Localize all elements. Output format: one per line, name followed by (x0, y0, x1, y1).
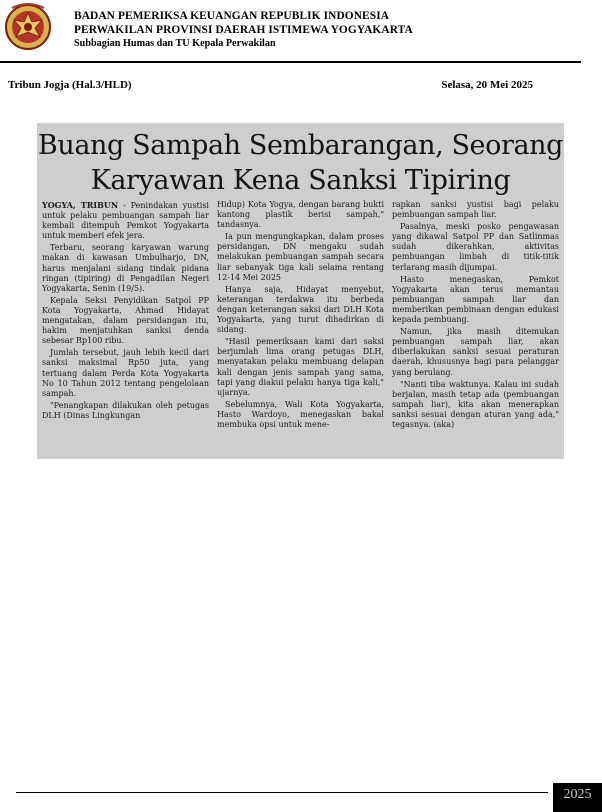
institution-name: BADAN PEMERIKSA KEUANGAN REPUBLIK INDONESIA (74, 10, 390, 22)
footer-rule (16, 792, 548, 793)
article-paragraph: Kepala Seksi Penyidikan Satpol PP Kota Yogyakarta, Ahmad Hidayat mengatakan, dalam persidangan itu, hakim menjatuhkan sanksi denda sebesar Rp100 ribu. (42, 295, 209, 346)
article-paragraph: Terbaru, seorang karyawan warung makan di kawasan Umbulharjo, DN, harus menjalani sidang tindak pidana ringan (tipiring) di Pengadilan Negeri Yogyakarta, Senin (19/5). (42, 243, 209, 293)
source-label: Tribun Jogja (Hal.3/HLD) (8, 79, 132, 91)
article-paragraph: Hanya saja, Hidayat menyebut, keterangan terdakwa itu berbeda dengan keterangan saksi dari DLH Kota Yogyakarta, yang turut dihadirkan di sidang. (217, 284, 384, 335)
headline-line-2: Karyawan Kena Sanksi Tipiring (90, 165, 511, 196)
article-paragraph: Namun, jika masih ditemukan pembuangan sampah liar, akan diberlakukan sanksi sesuai peraturan daerah, khususnya bagi para pelanggar yang berulang. (392, 327, 559, 377)
article-paragraph: Sebelumnya, Wali Kota Yogyakarta, Hasto Wardoyo, menegaskan bakal membuka opsi untuk mene- (217, 399, 384, 429)
sub-office-name: Subbagian Humas dan TU Kepala Perwakilan (74, 38, 276, 49)
page-number-box (553, 783, 602, 812)
headline-line-1: Buang Sampah Sembarangan, Seorang (37, 130, 564, 161)
article-column-2 (217, 200, 384, 456)
header-rule (0, 61, 581, 63)
article-column-3 (392, 200, 559, 456)
article-paragraph: Jumlah tersebut, jauh lebih kecil dari sanksi maksimal Rp50 juta, yang tertuang dalam Perda Kota Yogyakarta No 10 Tahun 2012 tentang pengelolaan sampah. (42, 348, 209, 398)
article-body (42, 200, 559, 456)
article-paragraph: Ia pun mengungkapkan, dalam proses persidangan, DN mengaku sudah melakukan pembuangan sampah secara liar sebanyak tiga kali selama rentang 12-14 Mei 2025 (217, 232, 384, 282)
article-paragraph: "Nanti tiba waktunya. Kalau ini sudah berjalan, masih tetap ada (pembuangan sampah liar), kita akan menerapkan sanksi sesuai dengan aturan yang ada," tegasnya. (aka) (392, 379, 559, 429)
page-number: 2025 (563, 787, 592, 802)
garuda-emblem-icon (2, 0, 54, 52)
article-paragraph: rapkan sanksi yustisi bagi pelaku pembuangan sampah liar. (392, 200, 559, 220)
institution-header (74, 9, 413, 51)
article-paragraph: Hidup) Kota Yogya, dengan barang bukti kantong plastik berisi sampah," tandasnya. (217, 200, 384, 230)
office-name: PERWAKILAN PROVINSI DAERAH ISTIMEWA YOGYAKARTA (74, 24, 413, 36)
dateline: YOGYA, TRIBUN (42, 200, 119, 210)
bpk-logo (2, 0, 54, 52)
article-column-1 (42, 200, 209, 456)
article-paragraph: "Hasil pemeriksaan kami dari saksi berjumlah lima orang petugas DLH, menyatakan pelaku membuang delapan kali dengan jenis sampah yang sama, tapi yang diakui pelaku hanya tiga kali," ujarnya. (217, 337, 384, 397)
article-paragraph: YOGYA, TRIBUN - Penindakan yustisi untuk pelaku pembuangan sampah liar kembali ditempuh Pemkot Yogyakarta untuk memberi efek jera. (42, 200, 209, 241)
date-label: Selasa, 20 Mei 2025 (441, 79, 533, 91)
news-clipping (37, 123, 564, 459)
headline (37, 123, 564, 198)
article-paragraph: "Penangkapan dilakukan oleh petugas DLH (Dinas Lingkungan (42, 400, 209, 420)
article-paragraph: Pasalnya, meski posko pengawasan yang dikawal Satpol PP dan Satlinmas sudah dikerahkan, aktivitas pembuangan limbah di titik-titik terlarang masih dijumpai. (392, 222, 559, 272)
article-paragraph: Hasto menegaskan, Pemkot Yogyakarta akan terus memantau pembuangan sampah liar dan memberikan pembinaan dengan edukasi kepada pembuang. (392, 274, 559, 325)
